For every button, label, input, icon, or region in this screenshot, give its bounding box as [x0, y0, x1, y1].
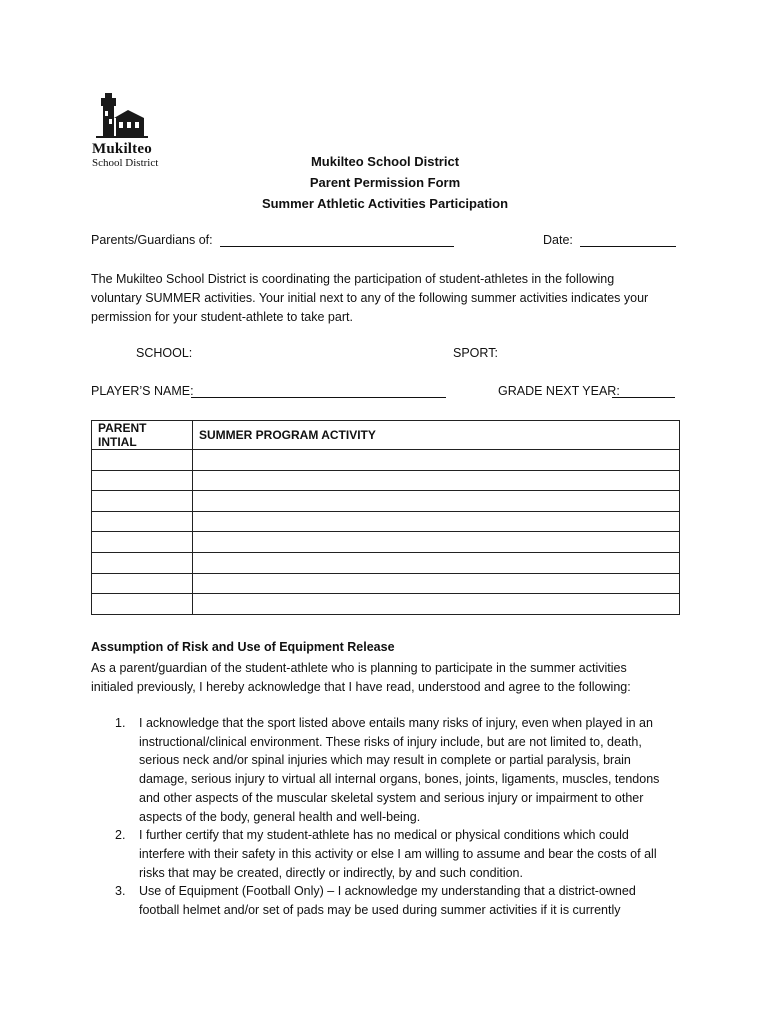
- activity-cell[interactable]: [193, 450, 680, 471]
- release-line: As a parent/guardian of the student-athlete who is planning to participate in the summer activities: [91, 661, 627, 675]
- item-line: interfere with their safety in this activity or else I am willing to assume and bear the costs of all: [139, 846, 657, 861]
- activity-header: SUMMER PROGRAM ACTIVITY: [193, 421, 680, 450]
- item-line: football helmet and/or set of pads may be used during summer activities if it is currently: [139, 903, 621, 918]
- initial-cell[interactable]: [92, 594, 193, 615]
- initial-cell[interactable]: [92, 552, 193, 573]
- player-name-label: PLAYER’S NAME:: [91, 384, 194, 398]
- activity-cell[interactable]: [193, 470, 680, 491]
- item-line: serious neck and/or spinal injuries which may result in complete or partial paralysis, brain: [139, 753, 631, 768]
- table-row: [92, 491, 680, 512]
- grade-input-line[interactable]: [612, 397, 675, 398]
- activity-cell[interactable]: [193, 511, 680, 532]
- item-number: 3.: [115, 884, 126, 899]
- intro-paragraph: [91, 270, 681, 327]
- intro-line: voluntary SUMMER activities. Your initial next to any of the following summer activities indicates your: [91, 291, 649, 305]
- parent-initial-header: PARENT INTIAL: [92, 421, 193, 450]
- logo-name: Mukilteo: [92, 141, 152, 157]
- initial-cell[interactable]: [92, 491, 193, 512]
- date-input-line[interactable]: [580, 246, 676, 247]
- item-line: I acknowledge that the sport listed above entails many risks of injury, even when played in an: [139, 716, 653, 730]
- table-row: [92, 470, 680, 491]
- table-row: [92, 573, 680, 594]
- item-number: 2.: [115, 828, 126, 843]
- school-label: SCHOOL:: [136, 346, 193, 360]
- activity-cell[interactable]: [193, 573, 680, 594]
- activity-table: [91, 420, 680, 615]
- list-item: [91, 826, 681, 882]
- intro-line: permission for your student-athlete to take part.: [91, 310, 353, 324]
- parents-label: Parents/Guardians of:: [91, 233, 213, 247]
- table-row: [92, 594, 680, 615]
- table-row: [92, 511, 680, 532]
- form-title-activity: Summer Athletic Activities Participation: [261, 196, 509, 211]
- activity-cell[interactable]: [193, 532, 680, 553]
- date-label: Date:: [543, 233, 573, 247]
- item-line: instructional/clinical environment. These risks of injury include, but are not limited to, death,: [139, 734, 642, 749]
- release-line: initialed previously, I hereby acknowledge that I have read, understood and agree to the following:: [91, 680, 631, 694]
- item-line: I further certify that my student-athlete has no medical or physical conditions which could: [139, 828, 629, 843]
- initial-cell[interactable]: [92, 470, 193, 491]
- release-title: Assumption of Risk and Use of Equipment Release: [91, 640, 395, 654]
- activity-cell[interactable]: [193, 491, 680, 512]
- table-header-row: [92, 421, 680, 450]
- initial-cell[interactable]: [92, 511, 193, 532]
- release-intro: [91, 659, 681, 697]
- form-title-permission: Parent Permission Form: [309, 175, 461, 190]
- grade-label: GRADE NEXT YEAR:: [498, 384, 620, 398]
- initial-cell[interactable]: [92, 573, 193, 594]
- item-line: damage, serious injury to virtual all internal organs, bones, joints, ligaments, muscles, tendons: [139, 772, 660, 787]
- intro-line: The Mukilteo School District is coordinating the participation of student-athletes in the following: [91, 272, 615, 286]
- form-title-district: Mukilteo School District: [310, 154, 460, 169]
- initial-cell[interactable]: [92, 450, 193, 471]
- logo-subtitle: School District: [92, 157, 159, 169]
- initial-cell[interactable]: [92, 532, 193, 553]
- activity-cell[interactable]: [193, 594, 680, 615]
- list-item: [91, 882, 681, 919]
- sport-label: SPORT:: [453, 346, 498, 360]
- item-number: 1.: [115, 716, 126, 730]
- table-row: [92, 552, 680, 573]
- item-line: risks that may be created, directly or indirectly, by and such condition.: [139, 865, 523, 880]
- item-line: and other aspects of the muscular skeletal system and serious injury or impairment to other: [139, 790, 644, 805]
- activity-cell[interactable]: [193, 552, 680, 573]
- list-item: [91, 714, 681, 826]
- item-line: aspects of the body, general health and well-being.: [139, 809, 421, 824]
- player-name-input-line[interactable]: [191, 397, 446, 398]
- release-items: [91, 714, 681, 920]
- item-line: Use of Equipment (Football Only) – I acknowledge my understanding that a district-owned: [139, 884, 636, 899]
- table-row: [92, 450, 680, 471]
- table-row: [92, 532, 680, 553]
- parents-input-line[interactable]: [220, 246, 454, 247]
